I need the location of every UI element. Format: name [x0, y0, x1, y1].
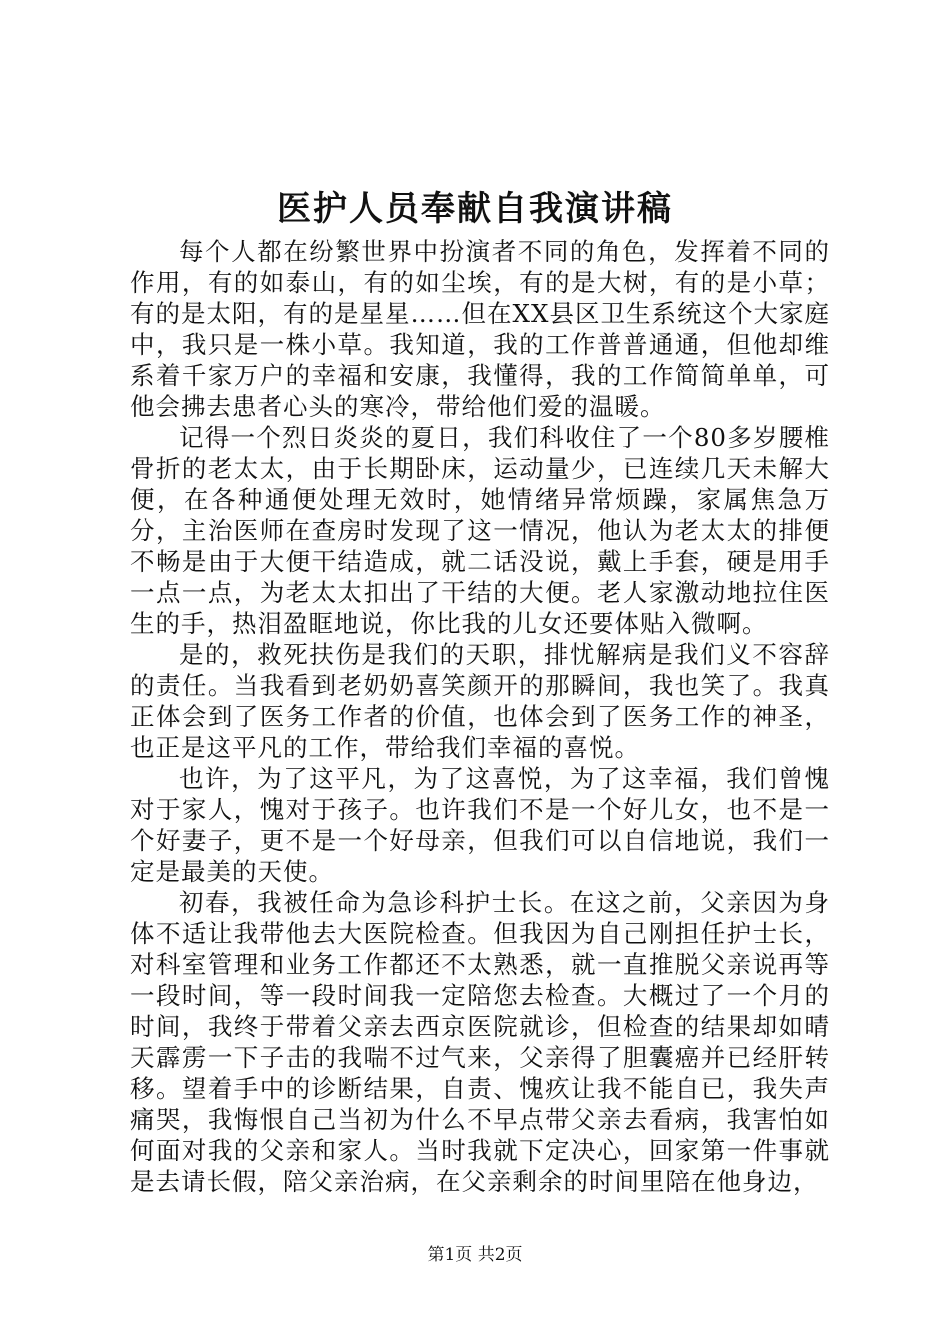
- paragraph-1: 每个人都在纷繁世界中扮演者不同的角色，发挥着不同的作用，有的如泰山，有的如尘埃，有的是大树，有的是小草；有的是太阳，有的是星星……但在XX县区卫生系统这个大家庭中，我只是一株小草。我知道，我的工作普普通通，但他却维系着千家万户的幸福和安康，我懂得，我的工作简简单单，可他会拂去患者心头的寒冷，带给他们爱的温暖。: [130, 237, 830, 421]
- paragraph-3: 是的，救死扶伤是我们的天职，排忧解病是我们义不容辞的责任。当我看到老奶奶喜笑颜开的那瞬间，我也笑了。我真正体会到了医务工作者的价值，也体会到了医务工作的神圣，也正是这平凡的工作，带给我们幸福的喜悦。: [130, 640, 830, 762]
- page-footer: 第1页 共2页: [427, 1245, 523, 1265]
- document-body: [130, 236, 830, 1197]
- paragraph-5: 初春，我被任命为急诊科护士长。在这之前，父亲因为身体不适让我带他去大医院检查。但我因为自己刚担任护士长，对科室管理和业务工作都还不太熟悉，就一直推脱父亲说再等一段时间，等一段时间我一定陪您去检查。大概过了一个月的时间，我终于带着父亲去西京医院就诊，但检查的结果却如晴天霹雳一下子击的我喘不过气来，父亲得了胆囊癌并已经肝转移。望着手中的诊断结果，自责、愧疚让我不能自已，我失声痛哭，我悔恨自己当初为什么不早点带父亲去看病，我害怕如何面对我的父亲和家人。当时我就下定决心，回家第一件事就是去请长假，陪父亲治病，在父亲剩余的时间里陪在他身边，: [130, 888, 830, 1196]
- paragraph-2: 记得一个烈日炎炎的夏日，我们科收住了一个80多岁腰椎骨折的老太太，由于长期卧床，运动量少，已连续几天未解大便，在各种通便处理无效时，她情绪异常烦躁，家属焦急万分，主治医师在查房时发现了这一情况，他认为老太太的排便不畅是由于大便干结造成，就二话没说，戴上手套，硬是用手一点一点，为老太太扣出了干结的大便。老人家激动地拉住医生的手，热泪盈眶地说，你比我的儿女还要体贴入微啊。: [130, 423, 830, 638]
- document-title: 医护人员奉献自我演讲稿: [277, 189, 673, 229]
- paragraph-4: 也许，为了这平凡，为了这喜悦，为了这幸福，我们曾愧对于家人，愧对于孩子。也许我们不是一个好儿女，也不是一个好妻子，更不是一个好母亲，但我们可以自信地说，我们一定是最美的天使。: [130, 764, 830, 886]
